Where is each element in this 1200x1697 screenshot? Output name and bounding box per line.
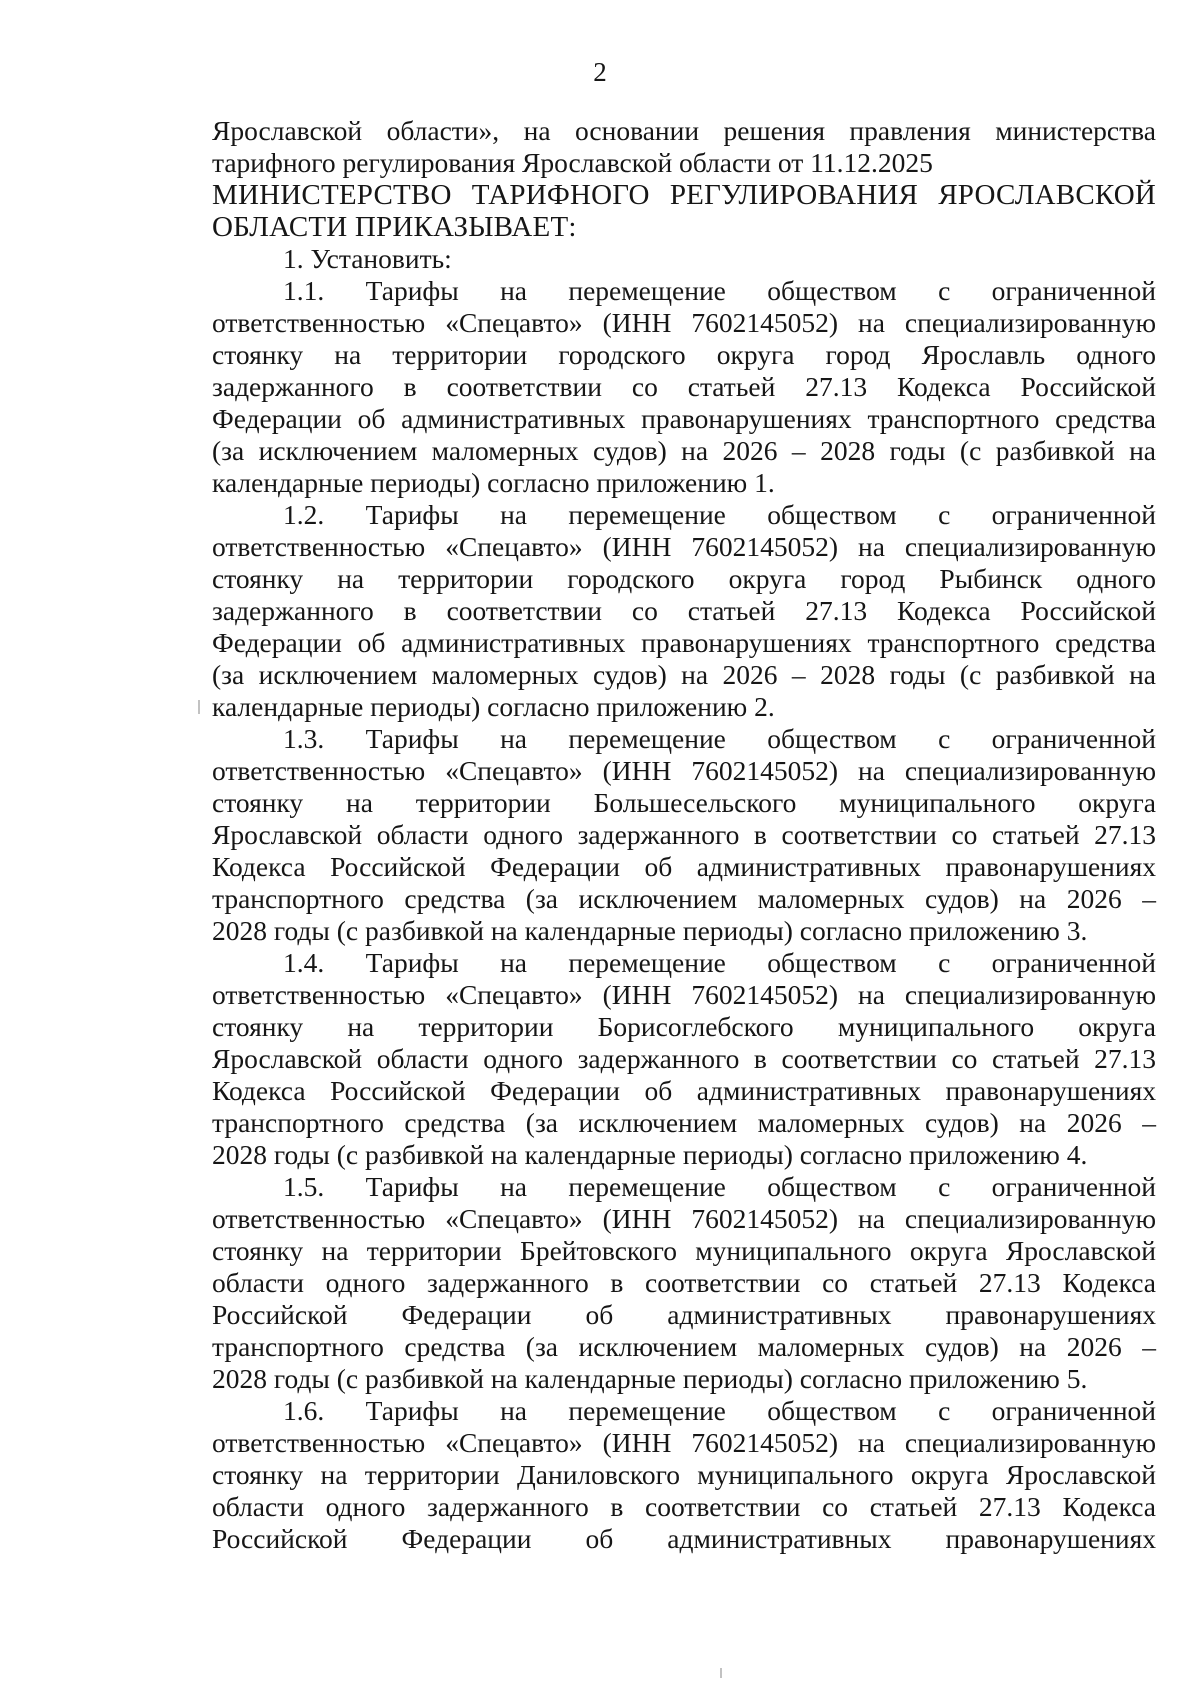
- item-1-5-paragraph: [212, 1171, 1156, 1395]
- scan-artifact: [198, 700, 200, 714]
- text-line: Федерации об административных правонарушениях транспортного средства: [212, 627, 1156, 658]
- text-line: стоянку на территории городского округа город Ярославль одного: [212, 339, 1156, 370]
- text-line: Российской Федерации об административных правонарушениях: [212, 1299, 1156, 1330]
- text-line: 1.6. Тарифы на перемещение обществом с ограниченной: [283, 1395, 1156, 1426]
- text-line: календарные периоды) согласно приложению 1.: [212, 467, 775, 498]
- text-line: транспортного средства (за исключением маломерных судов) на 2026 –: [212, 1331, 1156, 1362]
- text-line: 1.1. Тарифы на перемещение обществом с ограниченной: [283, 275, 1156, 306]
- text-line: ответственностью «Спецавто» (ИНН 7602145052) на специализированную: [212, 979, 1156, 1010]
- text-line: стоянку на территории Брейтовского муниципального округа Ярославской: [212, 1235, 1156, 1266]
- text-line: 2028 годы (с разбивкой на календарные периоды) согласно приложению 5.: [212, 1363, 1088, 1394]
- text-line: Кодекса Российской Федерации об административных правонарушениях: [212, 851, 1156, 882]
- text-line: (за исключением маломерных судов) на 2026 – 2028 годы (с разбивкой на: [212, 659, 1156, 690]
- text-line: стоянку на территории городского округа город Рыбинск одного: [212, 563, 1156, 594]
- text-line: 1.4. Тарифы на перемещение обществом с ограниченной: [283, 947, 1156, 978]
- text-line: 2028 годы (с разбивкой на календарные периоды) согласно приложению 3.: [212, 915, 1088, 946]
- text-line: ответственностью «Спецавто» (ИНН 7602145052) на специализированную: [212, 1427, 1156, 1458]
- text-line: 1.3. Тарифы на перемещение обществом с ограниченной: [283, 723, 1156, 754]
- text-line: области одного задержанного в соответствии со статьей 27.13 Кодекса: [212, 1491, 1156, 1522]
- text-line: Российской Федерации об административных правонарушениях: [212, 1523, 1156, 1554]
- text-line: области одного задержанного в соответствии со статьей 27.13 Кодекса: [212, 1267, 1156, 1298]
- text-line: ответственностью «Спецавто» (ИНН 7602145052) на специализированную: [212, 755, 1156, 786]
- text-line: задержанного в соответствии со статьей 27.13 Кодекса Российской: [212, 371, 1156, 402]
- item-1-6-paragraph: [212, 1395, 1156, 1555]
- text-line: Кодекса Российской Федерации об административных правонарушениях: [212, 1075, 1156, 1106]
- text-line: 1.2. Тарифы на перемещение обществом с ограниченной: [283, 499, 1156, 530]
- text-line: транспортного средства (за исключением маломерных судов) на 2026 –: [212, 883, 1156, 914]
- text-line: 2028 годы (с разбивкой на календарные периоды) согласно приложению 4.: [212, 1139, 1088, 1170]
- text-line: тарифного регулирования Ярославской области от 11.12.2025: [212, 147, 933, 178]
- item-1-2-paragraph: [212, 499, 1156, 723]
- text-line: Ярославской области одного задержанного в соответствии со статьей 27.13: [212, 819, 1156, 850]
- text-line: задержанного в соответствии со статьей 27.13 Кодекса Российской: [212, 595, 1156, 626]
- preamble-paragraph: [212, 115, 1156, 179]
- text-line: стоянку на территории Большесельского муниципального округа: [212, 787, 1156, 818]
- text-line: (за исключением маломерных судов) на 2026 – 2028 годы (с разбивкой на: [212, 435, 1156, 466]
- text-line: стоянку на территории Даниловского муниципального округа Ярославской: [212, 1459, 1156, 1490]
- text-line: 1.5. Тарифы на перемещение обществом с ограниченной: [283, 1171, 1156, 1202]
- text-line: ОБЛАСТИ ПРИКАЗЫВАЕТ:: [212, 211, 577, 243]
- scan-artifact: [720, 1668, 722, 1678]
- text-line: 1. Установить:: [283, 243, 452, 274]
- text-line: Федерации об административных правонарушениях транспортного средства: [212, 403, 1156, 434]
- item-1-4-paragraph: [212, 947, 1156, 1171]
- text-line: ответственностью «Спецавто» (ИНН 7602145052) на специализированную: [212, 531, 1156, 562]
- item-1: [212, 243, 1156, 275]
- text-line: ответственностью «Спецавто» (ИНН 7602145052) на специализированную: [212, 1203, 1156, 1234]
- document-body: [212, 115, 1156, 1555]
- text-line: МИНИСТЕРСТВО ТАРИФНОГО РЕГУЛИРОВАНИЯ ЯРОСЛАВСКОЙ: [212, 179, 1156, 211]
- text-line: Ярославской области одного задержанного в соответствии со статьей 27.13: [212, 1043, 1156, 1074]
- text-line: Ярославской области», на основании решения правления министерства: [212, 115, 1156, 146]
- text-line: ответственностью «Спецавто» (ИНН 7602145052) на специализированную: [212, 307, 1156, 338]
- text-line: транспортного средства (за исключением маломерных судов) на 2026 –: [212, 1107, 1156, 1138]
- text-line: календарные периоды) согласно приложению 2.: [212, 691, 775, 722]
- item-1-3-paragraph: [212, 723, 1156, 947]
- order-heading: [212, 179, 1156, 243]
- item-1-1-paragraph: [212, 275, 1156, 499]
- page-number: 2: [593, 57, 607, 87]
- text-line: стоянку на территории Борисоглебского муниципального округа: [212, 1011, 1156, 1042]
